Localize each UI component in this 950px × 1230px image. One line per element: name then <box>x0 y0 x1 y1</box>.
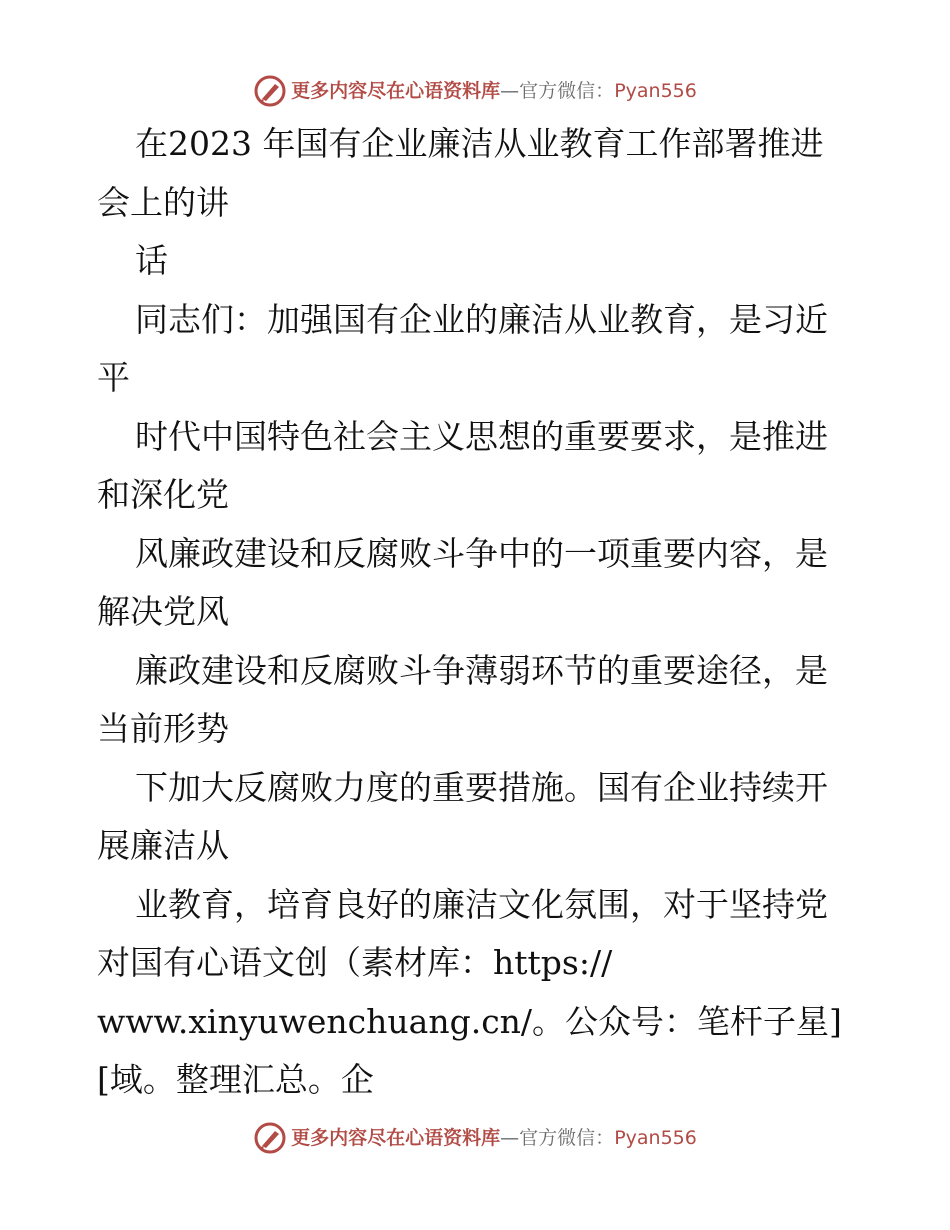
watermark-main-text: 更多内容尽在心语资料库 <box>291 79 501 102</box>
text-line: 当前形势 <box>97 709 229 748</box>
text-line: 平 <box>97 358 130 397</box>
text-line: 解决党风 <box>97 592 229 631</box>
text-line: 廉政建设和反腐败斗争薄弱环节的重要途径，是 <box>135 650 828 690</box>
text-line: 会上的讲 <box>97 182 229 222</box>
text-line: 在2023 年国有企业廉洁从业教育工作部署推进 <box>135 124 824 163</box>
watermark-main-text: 更多内容尽在心语资料库 <box>291 1126 501 1149</box>
text-line: 下加大反腐败力度的重要措施。国有企业持续开 <box>135 767 828 807</box>
watermark-separator-text: —官方微信： <box>500 1126 615 1149</box>
pen-logo-icon <box>253 74 287 108</box>
text-line: 话 <box>135 241 168 280</box>
text-line: 同志们：加强国有企业的廉洁从业教育，是习近 <box>135 299 828 339</box>
watermark-footer <box>0 1118 950 1158</box>
text-line: 业教育，培育良好的廉洁文化氛围，对于坚持党 <box>135 884 828 924</box>
watermark-wechat-id: Pyan556 <box>614 1126 697 1149</box>
pen-logo-icon <box>253 1121 287 1155</box>
watermark-separator-text: —官方微信： <box>500 79 615 102</box>
watermark-header <box>0 71 950 111</box>
watermark-wechat-id: Pyan556 <box>614 79 697 102</box>
text-line: 和深化党 <box>97 475 229 514</box>
text-line: 风廉政建设和反腐败斗争中的一项重要内容，是 <box>135 533 828 573</box>
text-line: www.xinyuwenchuang.cn/。公众号：笔杆子星] <box>97 1001 842 1041</box>
text-line: 展廉洁从 <box>97 826 229 865</box>
text-line: [域。整理汇总。企 <box>97 1060 374 1099</box>
document-body <box>97 115 857 1110</box>
text-line: 时代中国特色社会主义思想的重要要求，是推进 <box>135 416 828 456</box>
text-line: 对国有心语文创（素材库：https:// <box>97 943 613 982</box>
